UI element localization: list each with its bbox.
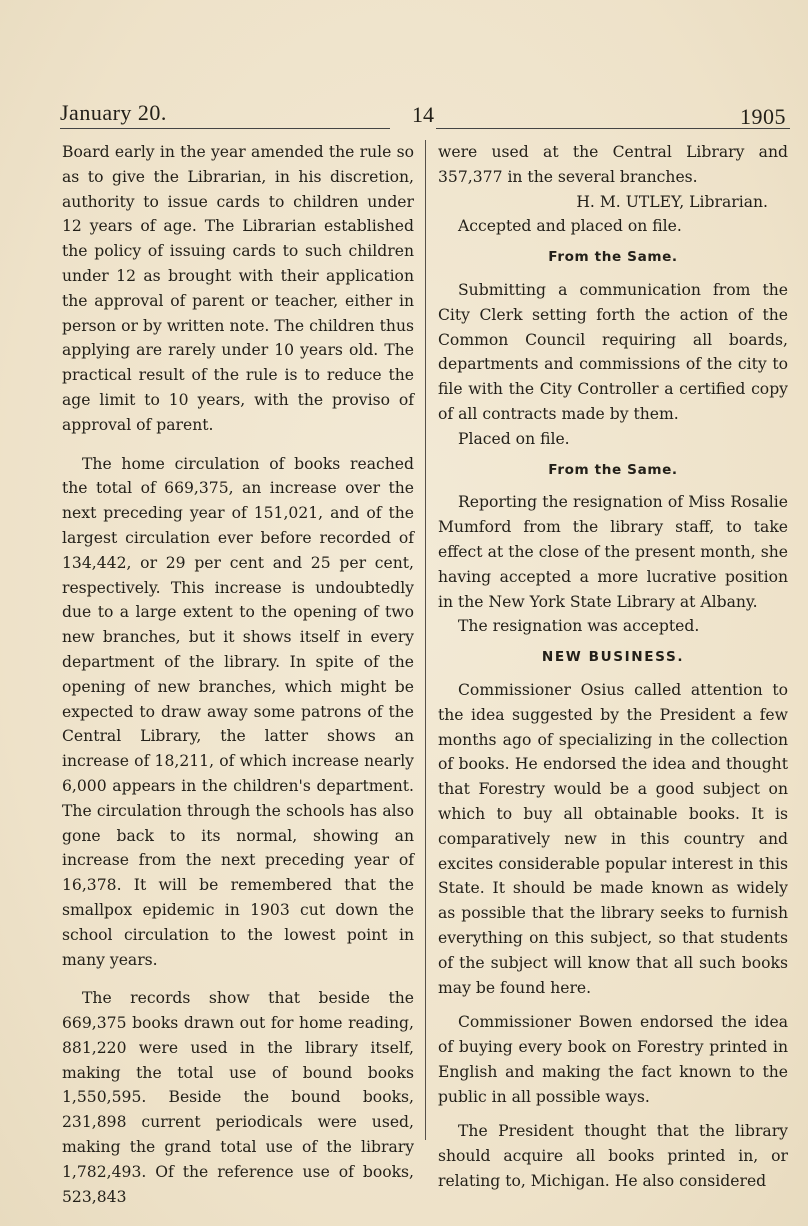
paragraph: Board early in the year amended the rule so as to give the Librarian, in his discretion, authority to issue cards to children under 12 years of age. The Librarian established the policy of issuing cards to such children under 12 as brought with their application the approval of parent or teacher, either in person or by written note. The children thus applying are rarely under 10 years old. The practical result of the rule is to reduce the age limit to 10 years, with the proviso of approval of parent. <box>62 143 414 434</box>
paragraph: Submitting a communication from the City Clerk setting forth the action of the Common Council requiring all boards, departments and commissions of the city to file with the City Controller a certified copy of all contracts made by them. <box>438 280 788 423</box>
paragraph: Commissioner Bowen endorsed the idea of buying every book on Forestry printed in English and making the fact known to the public in all possible ways. <box>438 1013 788 1106</box>
section-heading: From the Same. <box>548 249 678 266</box>
paragraph: Accepted and placed on file. <box>458 217 682 236</box>
librarian-signature: H. M. UTLEY, Librarian. <box>576 192 768 211</box>
header-year: 1905 <box>740 104 786 129</box>
right-column <box>438 140 788 1194</box>
paragraph: The records show that beside the 669,375 books drawn out for home reading, 881,220 were used in the library itself, making the total use of bound books 1,550,595. Beside the bound books, 231,898 current periodicals were used, making the grand total use of the library 1,782,493. Of the reference use of books, 523,843 <box>62 989 414 1206</box>
paragraph: Placed on file. <box>458 429 570 448</box>
paragraph: Commissioner Osius called attention to the idea suggested by the President a few months ago of specializing in the collection of books. He endorsed the idea and thought that Forestry would be a good subject on which to buy all obtainable books. It is comparatively new in this country and excites considerable popular interest in this State. It should be made known as widely as possible that the library seeks to furnish everything on this subject, so that students of the subject will know that all such books may be found here. <box>438 680 788 997</box>
left-column <box>62 140 414 1209</box>
section-heading: NEW BUSINESS. <box>541 649 685 666</box>
paragraph: were used at the Central Library and 357,377 in the several branches. <box>438 143 788 186</box>
paragraph: The resignation was accepted. <box>458 617 700 636</box>
column-divider <box>425 140 426 1140</box>
section-heading: From the Same. <box>548 461 678 478</box>
header-rule-right <box>436 128 790 129</box>
paragraph: The President thought that the library should acquire all books printed in, or relating to, Michigan. He also considered <box>438 1122 788 1191</box>
header-rule-left <box>60 128 390 129</box>
page-number: 14 <box>412 102 434 127</box>
paragraph: The home circulation of books reached the total of 669,375, an increase over the next preceding year of 151,021, and of the largest circulation ever before recorded of 134,442, or 29 per cent and 25 per cent, respectively. This increase is undoubtedly due to a large extent to the opening of two new branches, but it shows itself in every department of the library. In spite of the opening of new branches, which might be expected to draw away some patrons of the Central Library, the latter shows an increase of 18,211, of which increase nearly 6,000 appears in the children's department. The circulation through the schools has also gone back to its normal, showing an increase from the next preceding year of 16,378. It will be remembered that the smallpox epidemic in 1903 cut down the school circulation to the lowest point in many years. <box>62 454 414 969</box>
page-header <box>60 100 790 130</box>
paragraph: Reporting the resignation of Miss Rosalie Mumford from the library staff, to take effect at the close of the present month, she having accepted a more lucrative position in the New York State Library at Albany. <box>438 493 788 611</box>
header-date: January 20. <box>60 100 167 125</box>
